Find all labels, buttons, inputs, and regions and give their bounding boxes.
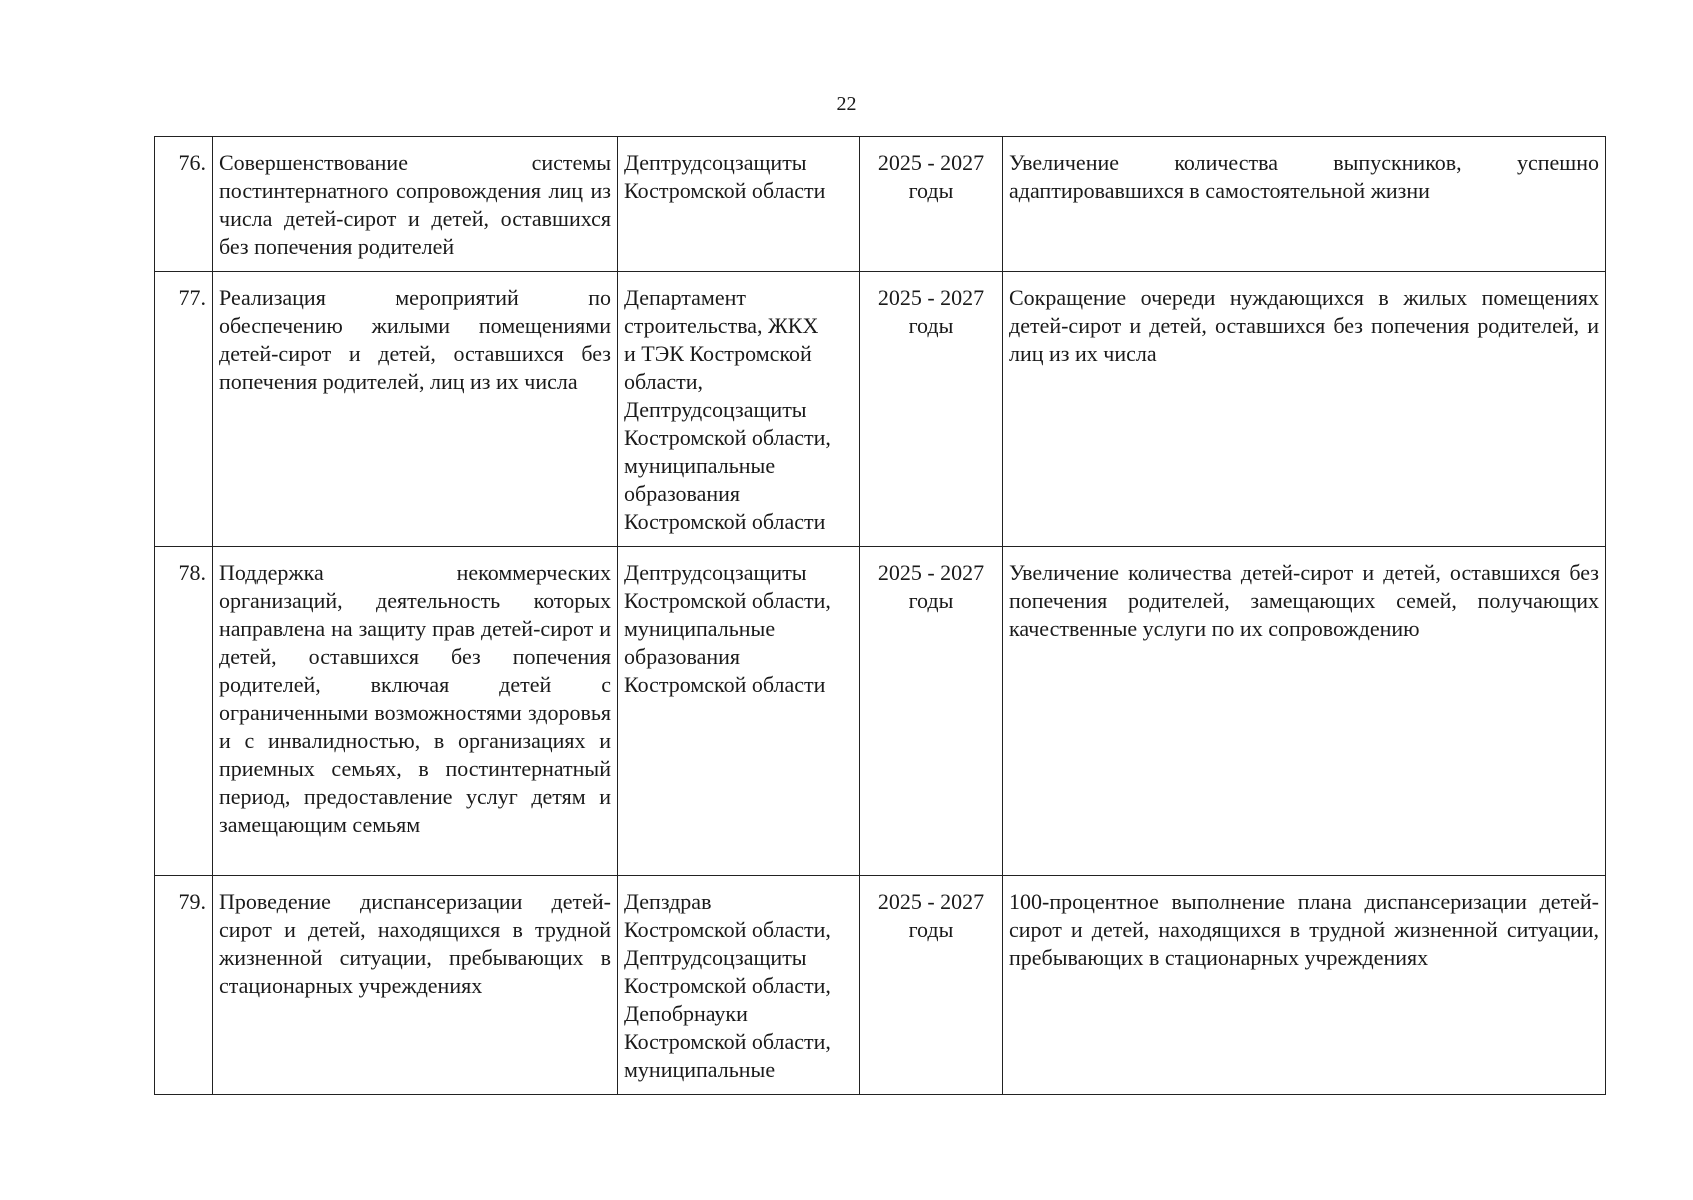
responsible-line: Дептрудсоцзащиты — [624, 560, 807, 585]
term-unit: годы — [908, 917, 954, 942]
responsible-cell — [618, 876, 860, 1095]
activity-cell: Совершенствование системы постинтернатного сопровождения лиц из числа детей-сирот и детей, оставшихся без попечения родителей — [213, 137, 618, 272]
responsible-line: муниципальные — [624, 1057, 776, 1082]
row-number: 77. — [155, 272, 213, 547]
responsible-line: Костромской области, — [624, 425, 831, 450]
responsible-line: Костромской области, — [624, 588, 831, 613]
responsible-line: образования — [624, 644, 741, 669]
responsible-cell — [618, 137, 860, 272]
page-number: 22 — [836, 93, 857, 115]
result-cell: Увеличение количества выпускников, успешно адаптировавшихся в самостоятельной жизни — [1003, 137, 1606, 272]
result-cell: 100-процентное выполнение плана диспансеризации детей-сирот и детей, находящихся в трудной жизненной ситуации, пребывающих в стационарных учреждениях — [1003, 876, 1606, 1095]
activities-table — [154, 136, 1606, 1095]
responsible-line: Дептрудсоцзащиты — [624, 397, 807, 422]
responsible-line: Костромской области — [624, 509, 826, 534]
responsible-cell — [618, 272, 860, 547]
term-years: 2025 - 2027 — [877, 285, 985, 310]
term-unit: годы — [908, 588, 954, 613]
activity-cell: Поддержка некоммерческих организаций, деятельность которых направлена на защиту прав детей-сирот и детей, оставшихся без попечения родителей, включая детей с ограниченными возможностями здоровья и с инвалидностью, в организациях и приемных семьях, в постинтернатный период, предоставление услуг детям и замещающим семьям — [213, 547, 618, 876]
term-cell — [860, 272, 1003, 547]
term-cell — [860, 547, 1003, 876]
responsible-line: Костромской области — [624, 672, 826, 697]
table-row — [155, 547, 1606, 876]
term-years: 2025 - 2027 — [877, 889, 985, 914]
responsible-line: муниципальные — [624, 453, 776, 478]
responsible-line: строительства, ЖКХ — [624, 313, 819, 338]
responsible-line: образования — [624, 481, 741, 506]
term-years: 2025 - 2027 — [877, 560, 985, 585]
result-cell: Сокращение очереди нуждающихся в жилых помещениях детей-сирот и детей, оставшихся без попечения родителей, и лиц из их числа — [1003, 272, 1606, 547]
responsible-line: Костромской области, — [624, 917, 831, 942]
responsible-line: Депобрнауки — [624, 1001, 748, 1026]
responsible-cell — [618, 547, 860, 876]
result-cell: Увеличение количества детей-сирот и детей, оставшихся без попечения родителей, замещающих семей, получающих качественные услуги по их сопровождению — [1003, 547, 1606, 876]
responsible-line: Костромской области — [624, 178, 826, 203]
row-number: 79. — [155, 876, 213, 1095]
term-years: 2025 - 2027 — [877, 150, 985, 175]
term-cell — [860, 876, 1003, 1095]
term-unit: годы — [908, 313, 954, 338]
row-number: 76. — [155, 137, 213, 272]
responsible-line: Костромской области, — [624, 1029, 831, 1054]
term-unit: годы — [908, 178, 954, 203]
responsible-line: Дептрудсоцзащиты — [624, 945, 807, 970]
table-row — [155, 876, 1606, 1095]
term-cell — [860, 137, 1003, 272]
activity-cell: Проведение диспансеризации детей-сирот и детей, находящихся в трудной жизненной ситуации, пребывающих в стационарных учреждениях — [213, 876, 618, 1095]
responsible-line: муниципальные — [624, 616, 776, 641]
responsible-line: и ТЭК Костромской — [624, 341, 812, 366]
table-row — [155, 137, 1606, 272]
row-number: 78. — [155, 547, 213, 876]
responsible-line: области, — [624, 369, 704, 394]
activity-cell: Реализация мероприятий по обеспечению жилыми помещениями детей-сирот и детей, оставшихся без попечения родителей, лиц из их числа — [213, 272, 618, 547]
responsible-line: Депздрав — [624, 889, 712, 914]
responsible-line: Дептрудсоцзащиты — [624, 150, 807, 175]
table-row — [155, 272, 1606, 547]
responsible-line: Костромской области, — [624, 973, 831, 998]
responsible-line: Департамент — [624, 285, 747, 310]
